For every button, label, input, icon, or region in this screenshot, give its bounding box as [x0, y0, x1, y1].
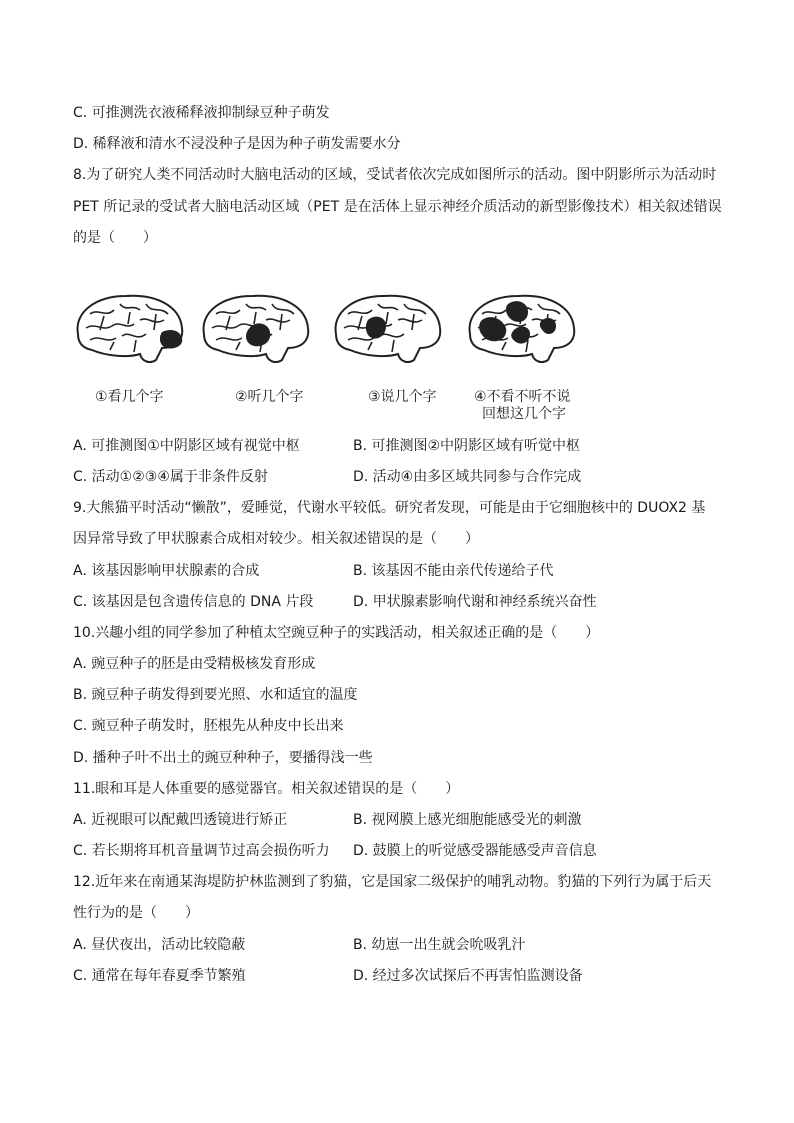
q10-option-a: A. 豌豆种子的胚是由受精极核发育形成	[73, 656, 316, 672]
q11-option-c: C. 若长期将耳机音量调节过高会损伤听力	[73, 843, 330, 859]
q10-option-b: B. 豌豆种子萌发得到要光照、水和适宜的温度	[73, 687, 358, 703]
q12-option-a: A. 昼伏夜出，活动比较隐蔽	[73, 937, 246, 953]
q9-option-a: A. 该基因影响甲状腺素的合成	[73, 563, 260, 579]
q8-option-c: C. 活动①②③④属于非条件反射	[73, 469, 268, 485]
q8-stem-line2: PET 所记录的受试者大脑电活动区域（PET 是在活体上显示神经介质活动的新型影像技术）相关叙述错误	[73, 199, 722, 215]
figure-caption-4-line1: ④不看不听不说	[474, 389, 571, 405]
q9-stem-line2: 因异常导致了甲状腺素合成相对较少。相关叙述错误的是（ ）	[73, 531, 479, 547]
q8-option-a: A. 可推测图①中阴影区域有视觉中枢	[73, 438, 300, 454]
q10-stem: 10.兴趣小组的同学参加了种植太空豌豆种子的实践活动，相关叙述正确的是（ ）	[73, 625, 600, 641]
q11-option-a: A. 近视眼可以配戴凹透镜进行矫正	[73, 812, 288, 828]
q8-option-b: B. 可推测图②中阴影区域有听觉中枢	[353, 438, 581, 454]
q12-stem-line2: 性行为的是（ ）	[73, 905, 199, 921]
q10-option-c: C. 豌豆种子萌发时，胚根先从种皮中长出来	[73, 718, 344, 734]
brain-figure-4	[462, 290, 580, 370]
q12-option-b: B. 幼崽一出生就会吮吸乳汁	[353, 937, 526, 953]
q11-stem: 11.眼和耳是人体重要的感觉器官。相关叙述错误的是（ ）	[73, 781, 460, 797]
brain-figure-3	[328, 290, 446, 370]
q9-option-b: B. 该基因不能由亲代传递给子代	[353, 563, 554, 579]
q8-option-d: D. 活动④由多区域共同参与合作完成	[353, 469, 582, 485]
figure-caption-2: ②听几个字	[235, 389, 304, 405]
brain-figure-2	[196, 290, 314, 370]
q12-option-d: D. 经过多次试探后不再害怕监测设备	[353, 968, 583, 984]
q11-option-b: B. 视网膜上感光细胞能感受光的刺激	[353, 812, 582, 828]
brain-figure-1	[70, 290, 188, 370]
q8-stem-line3: 的是（ ）	[73, 230, 157, 246]
figure-caption-4-line2: 回想这几个字	[482, 406, 566, 422]
figure-caption-1: ①看几个字	[95, 389, 164, 405]
q10-option-d: D. 播种子叶不出土的豌豆种种子，要播得浅一些	[73, 750, 373, 766]
option-d-prev: D. 稀释液和清水不浸没种子是因为种子萌发需要水分	[73, 136, 401, 152]
q12-option-c: C. 通常在每年春夏季节繁殖	[73, 968, 246, 984]
figure-caption-3: ③说几个字	[368, 389, 437, 405]
q9-option-c: C. 该基因是包含遗传信息的 DNA 片段	[73, 594, 314, 610]
option-c-prev: C. 可推测洗衣液稀释液抑制绿豆种子萌发	[73, 105, 330, 121]
q11-option-d: D. 鼓膜上的听觉感受器能感受声音信息	[353, 843, 597, 859]
q9-stem-line1: 9.大熊猫平时活动“懒散”，爱睡觉，代谢水平较低。研究者发现，可能是由于它细胞核中的 DUOX2 基	[73, 500, 706, 516]
q9-option-d: D. 甲状腺素影响代谢和神经系统兴奋性	[353, 594, 597, 610]
q12-stem-line1: 12.近年来在南通某海堤防护林监测到了豹猫，它是国家二级保护的哺乳动物。豹猫的下列行为属于后天	[73, 874, 712, 890]
q8-stem-line1: 8.为了研究人类不同活动时大脑电活动的区域，受试者依次完成如图所示的活动。图中阴影所示为活动时	[73, 167, 717, 183]
